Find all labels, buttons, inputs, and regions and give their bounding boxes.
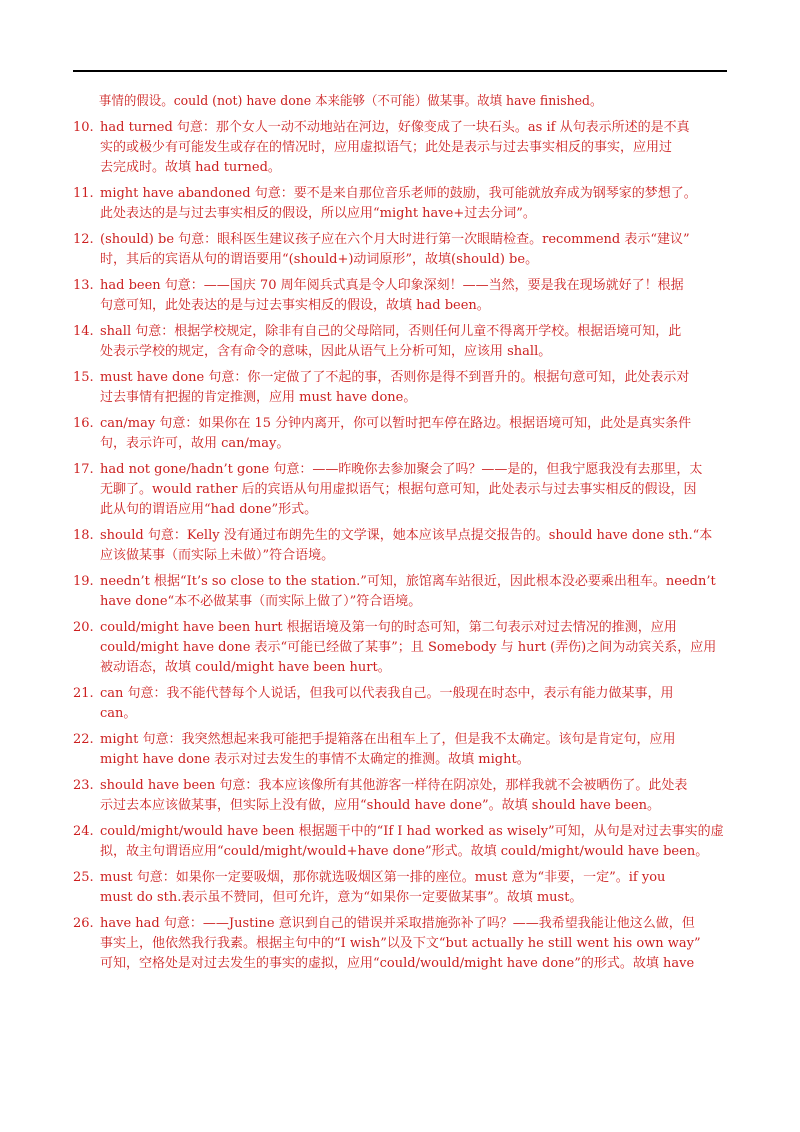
answer-items xyxy=(73,118,727,974)
answer-item xyxy=(73,184,727,224)
answer-item xyxy=(73,526,727,566)
item-text-line: could/might have been hurt 根据语境及第一句的时态可知，第二句表示对过去情况的推测，应用 xyxy=(100,620,677,635)
item-text-line: 句意可知，此处表达的是与过去事实相反的假设，故填 had been。 xyxy=(100,298,490,313)
answer-list xyxy=(73,92,727,980)
answer-item xyxy=(73,230,727,270)
header-rule xyxy=(73,70,727,72)
item-text-line: can 句意：我不能代替每个人说话，但我可以代表我自己。一般现在时态中，表示有能力做某事，用 xyxy=(100,686,674,701)
item-text-line: can。 xyxy=(100,706,137,721)
item-text-line: (should) be 句意：眼科医生建议孩子应在六个月大时进行第一次眼睛检查。recommend 表示“建议” xyxy=(100,232,690,247)
item-text-line: have done“本不必做某事（而实际上做了）”符合语境。 xyxy=(100,594,422,609)
item-text-line: could/might have done 表示“可能已经做了某事”；且 Somebody 与 hurt (弄伤)之间为动宾关系，应用 xyxy=(100,640,717,655)
answer-item xyxy=(73,414,727,454)
item-text xyxy=(100,730,727,770)
item-number: 15. xyxy=(73,370,94,385)
item-text xyxy=(100,118,727,178)
answer-item xyxy=(73,776,727,816)
item-number: 12. xyxy=(73,232,94,247)
item-text xyxy=(100,572,727,612)
item-text-line: shall 句意：根据学校规定，除非有自己的父母陪同，否则任何儿童不得离开学校。根据语境可知，此 xyxy=(100,324,682,339)
item-text-line: should 句意：Kelly 没有通过布朗先生的文学课，她本应该早点提交报告的。should have done sth.“本 xyxy=(100,528,713,543)
item-text-line: can/may 句意：如果你在 15 分钟内离开，你可以暂时把车停在路边。根据语境可知，此处是真实条件 xyxy=(100,416,692,431)
item-text-line: have had 句意：——Justine 意识到自己的错误并采取措施弥补了吗？——我希望我能让他这么做，但 xyxy=(100,916,695,931)
item-text-line: 示过去本应该做某事，但实际上没有做，应用“should have done”。故填 should have been。 xyxy=(100,798,661,813)
item-text-line: 句，表示许可，故用 can/may。 xyxy=(100,436,290,451)
item-number: 13. xyxy=(73,278,94,293)
item-text-line: 拟，故主句谓语应用“could/might/would+have done”形式。故填 could/might/would have been。 xyxy=(100,844,709,859)
item-text-line: had been 句意：——国庆 70 周年阅兵式真是令人印象深刻！——当然，要是我在现场就好了！根据 xyxy=(100,278,684,293)
item-text xyxy=(100,868,727,908)
item-number: 17. xyxy=(73,462,94,477)
answer-item xyxy=(73,914,727,974)
answer-item xyxy=(73,618,727,678)
answer-item xyxy=(73,822,727,862)
item-text-line: must have done 句意：你一定做了了不起的事，否则你是得不到晋升的。根据句意可知，此处表示对 xyxy=(100,370,690,385)
item-text xyxy=(100,414,727,454)
answer-item xyxy=(73,730,727,770)
item-text xyxy=(100,460,727,520)
item-number: 16. xyxy=(73,416,94,431)
answer-item xyxy=(73,368,727,408)
item-number: 10. xyxy=(73,120,94,135)
answer-item xyxy=(73,322,727,362)
item-number: 18. xyxy=(73,528,94,543)
item-number: 21. xyxy=(73,686,94,701)
item-text xyxy=(100,618,727,678)
item-text-line: 应该做某事（而实际上未做）”符合语境。 xyxy=(100,548,335,563)
item-text-line: had not gone/hadn’t gone 句意：——昨晚你去参加聚会了吗？——是的，但我宁愿我没有去那里，太 xyxy=(100,462,703,477)
answer-item xyxy=(73,460,727,520)
answer-item xyxy=(73,684,727,724)
intro-line: 事情的假设。could (not) have done 本来能够（不可能）做某事。故填 have finished。 xyxy=(98,94,603,109)
item-text xyxy=(100,184,727,224)
item-text xyxy=(100,368,727,408)
item-text xyxy=(100,230,727,270)
item-text-line: 事实上，他依然我行我素。根据主句中的“I wish”以及下文“but actually he still went his own way” xyxy=(100,936,701,951)
item-text-line: might have done 表示对过去发生的事情不太确定的推测。故填 might。 xyxy=(100,752,530,767)
item-text-line: 时，其后的宾语从句的谓语要用“(should+)动词原形”，故填(should) be。 xyxy=(100,252,539,267)
item-text xyxy=(100,276,727,316)
item-number: 20. xyxy=(73,620,94,635)
item-number: 22. xyxy=(73,732,94,747)
item-text-line: 此处表达的是与过去事实相反的假设，所以应用“might have+过去分词”。 xyxy=(100,206,536,221)
item-text-line: 去完成时。故填 had turned。 xyxy=(100,160,281,175)
item-text-line: must do sth.表示虽不赞同，但可允许，意为“如果你一定要做某事”。故填 must。 xyxy=(100,890,583,905)
item-text-line: could/might/would have been 根据题干中的“If I had worked as wisely”可知，从句是对过去事实的虚 xyxy=(100,824,724,839)
answer-item xyxy=(73,276,727,316)
item-number: 24. xyxy=(73,824,94,839)
item-text-line: needn’t 根据“It’s so close to the station.”可知，旅馆离车站很近，因此根本没必要乘出租车。needn’t xyxy=(100,574,716,589)
item-number: 19. xyxy=(73,574,94,589)
item-text-line: 处表示学校的规定，含有命令的意味，因此从语气上分析可知，应该用 shall。 xyxy=(100,344,552,359)
item-text-line: 过去事情有把握的肯定推测，应用 must have done。 xyxy=(100,390,417,405)
item-text-line: had turned 句意：那个女人一动不动地站在河边，好像变成了一块石头。as if 从句表示所述的是不真 xyxy=(100,120,690,135)
item-number: 14. xyxy=(73,324,94,339)
item-text-line: might have abandoned 句意：要不是来自那位音乐老师的鼓励，我可能就放弃成为钢琴家的梦想了。 xyxy=(100,186,697,201)
item-text xyxy=(100,914,727,974)
item-text-line: 无聊了。would rather 后的宾语从句用虚拟语气；根据句意可知，此处表示与过去事实相反的假设，因 xyxy=(100,482,697,497)
answer-item xyxy=(73,118,727,178)
item-text xyxy=(100,684,727,724)
item-text-line: 被动语态，故填 could/might have been hurt。 xyxy=(100,660,391,675)
item-number: 25. xyxy=(73,870,94,885)
item-text xyxy=(100,322,727,362)
item-text-line: might 句意：我突然想起来我可能把手提箱落在出租车上了，但是我不太确定。该句是肯定句，应用 xyxy=(100,732,676,747)
item-number: 26. xyxy=(73,916,94,931)
answer-item xyxy=(73,572,727,612)
item-text-line: should have been 句意：我本应该像所有其他游客一样待在阴凉处，那样我就不会被晒伤了。此处表 xyxy=(100,778,688,793)
item-text-line: 此从句的谓语应用“had done”形式。 xyxy=(100,502,318,517)
item-text xyxy=(100,526,727,566)
item-text xyxy=(100,822,727,862)
item-number: 23. xyxy=(73,778,94,793)
item-text-line: must 句意：如果你一定要吸烟，那你就选吸烟区第一排的座位。must 意为“非要，一定”。if you xyxy=(100,870,666,885)
item-text-line: 可知，空格处是对过去发生的事实的虚拟，应用“could/would/might have done”的形式。故填 have xyxy=(100,956,695,971)
item-number: 11. xyxy=(73,186,94,201)
answer-item xyxy=(73,868,727,908)
item-text-line: 实的或极少有可能发生或存在的情况时，应用虚拟语气；此处是表示与过去事实相反的事实，应用过 xyxy=(100,140,673,155)
item-text xyxy=(100,776,727,816)
